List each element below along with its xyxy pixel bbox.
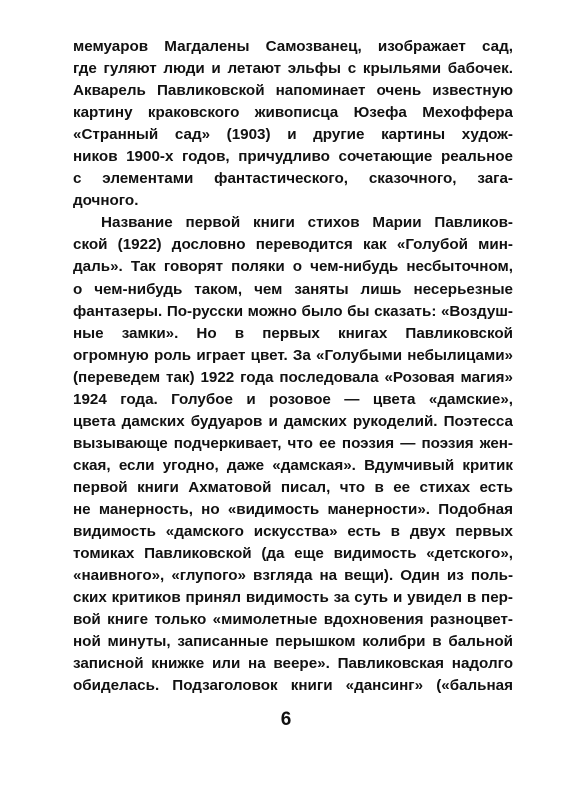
text-line: ные замки». Но в первых книгах Павликовской bbox=[73, 324, 513, 342]
text-line: о чем-нибудь таком, чем заняты лишь несерьезные bbox=[73, 280, 513, 298]
text-line: дочного. bbox=[73, 192, 139, 210]
text-line: ская, если угодно, даже «дамская». Вдумчивый критик bbox=[73, 456, 513, 474]
text-line: мемуаров Магдалены Самозванец, изображает сад, bbox=[73, 38, 513, 55]
text-line: 1924 года. Голубое и розовое — цвета «дамские», bbox=[73, 390, 513, 408]
text-line: вызывающе подчеркивает, что ее поэзия — поэзия жен- bbox=[73, 434, 513, 452]
text-line: ников 1900-х годов, причудливо сочетающие реальное bbox=[73, 148, 513, 166]
text-line: Акварель Павликовской напоминает очень известную bbox=[73, 82, 513, 100]
text-line: «Странный сад» (1903) и другие картины худож- bbox=[73, 126, 513, 144]
text-line: огромную роль играет цвет. За «Голубыми небылицами» bbox=[73, 346, 513, 364]
text-line: ской (1922) дословно переводится как «Голубой мин- bbox=[73, 236, 513, 254]
text-line: записной книжке или на веере». Павликовская надолго bbox=[73, 655, 513, 673]
text-line: не манерность, но «видимость манерности». Подобная bbox=[73, 500, 513, 518]
page-number: 6 bbox=[280, 709, 292, 730]
text-line: картину краковского живописца Юзефа Мехоффера bbox=[73, 104, 513, 122]
text-line: даль». Так говорят поляки о чем-нибудь несбыточном, bbox=[73, 258, 513, 276]
text-line: с элементами фантастического, сказочного, зага- bbox=[73, 170, 513, 188]
text-line: «наивного», «глупого» взгляда на вещи). Один из поль- bbox=[73, 567, 513, 585]
text-line: вой книге только «мимолетные вдохновения разноцвет- bbox=[73, 611, 513, 629]
text-line: цвета дамских будуаров и дамских рукоделий. Поэтесса bbox=[73, 412, 513, 430]
text-line: где гуляют люди и летают эльфы с крыльями бабочек. bbox=[73, 60, 513, 78]
text-line: ских критиков принял видимость за суть и увидел в пер- bbox=[73, 589, 513, 607]
text-line: (переведем так) 1922 года последовала «Розовая магия» bbox=[73, 368, 513, 386]
body-text bbox=[73, 36, 513, 697]
paragraph-first-line: Название первой книги стихов Марии Павликов- bbox=[101, 214, 513, 232]
text-line: ной минуты, записанные перышком колибри в бальной bbox=[73, 633, 513, 651]
text-line: первой книги Ахматовой писал, что в ее стихах есть bbox=[73, 478, 513, 496]
text-line: фантазеры. По-русски можно было бы сказать: «Воздуш- bbox=[73, 302, 513, 320]
text-line: томиках Павликовской (да еще видимость «детского», bbox=[73, 545, 513, 563]
text-line: видимость «дамского искусства» есть в двух первых bbox=[73, 523, 513, 541]
text-line: обиделась. Подзаголовок книги «дансинг» («бальная bbox=[73, 677, 513, 695]
